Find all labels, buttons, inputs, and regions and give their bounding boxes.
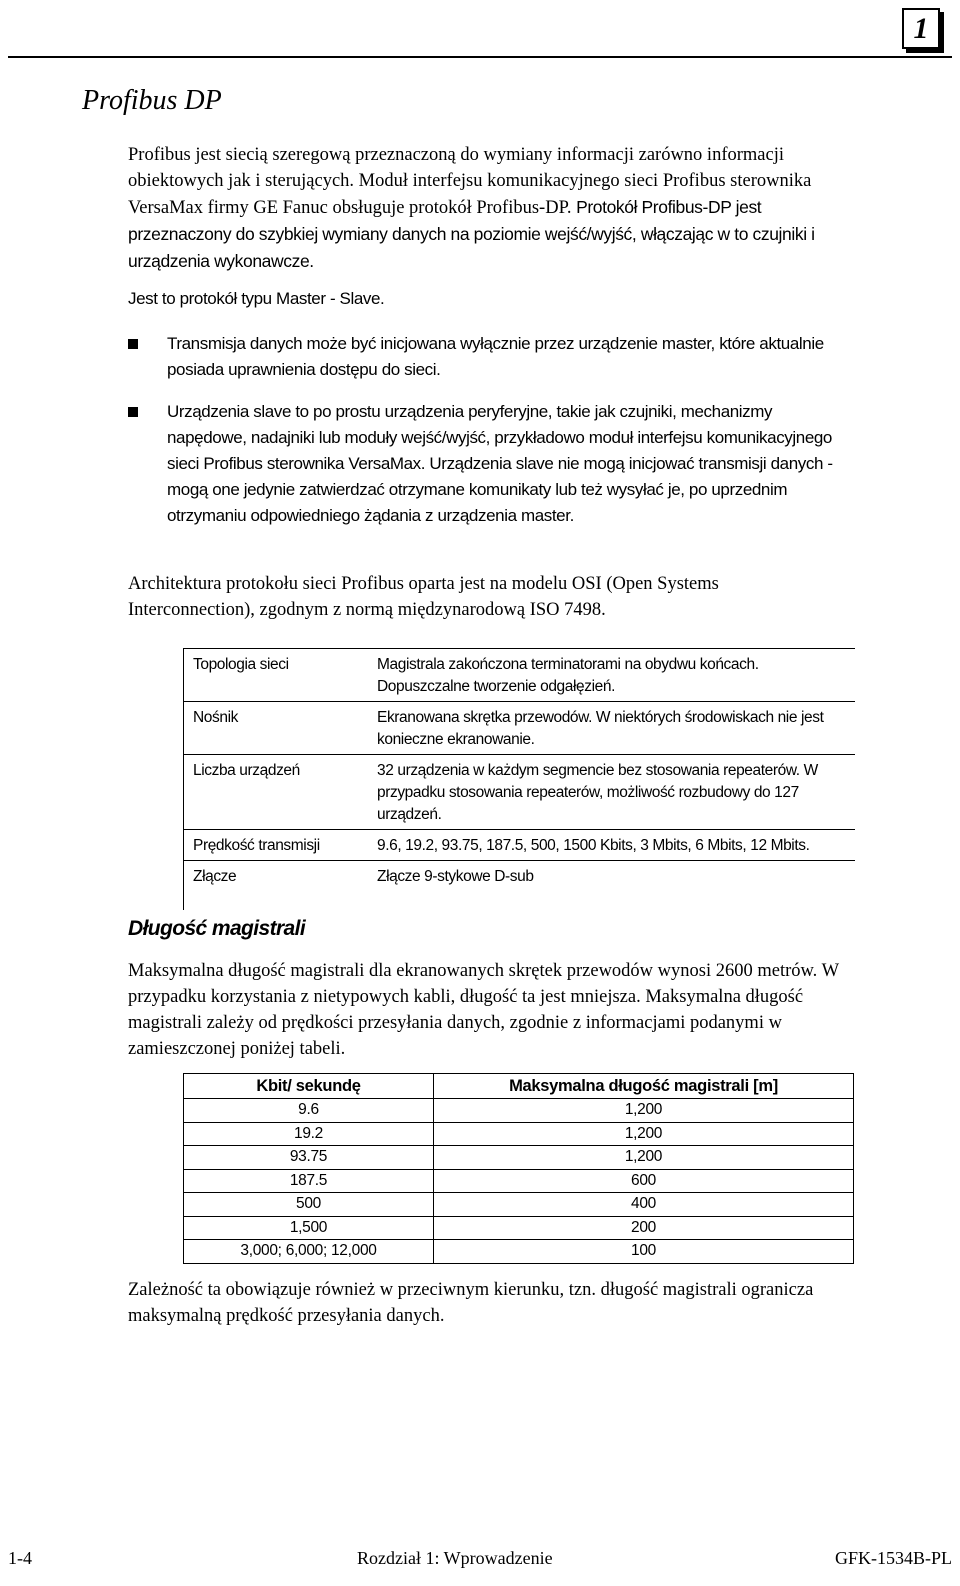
bullet-text: Transmisja danych może być inicjowana wyłącznie przez urządzenie master, które aktualnie posiada uprawnienia dostępu do sieci. [167,334,824,379]
closing-paragraph: Zależność ta obowiązuje również w przeciwnym kierunku, tzn. długość magistrali ogranicza maksymalną prędkość przesyłania danych. [128,1280,814,1326]
spec-row [183,649,855,702]
header-rule [8,56,952,58]
bullet-item [128,331,848,383]
table-row [184,1169,854,1193]
bullet-square-icon [128,407,138,417]
speed-cell: 3,000; 6,000; 12,000 [184,1240,434,1264]
footer-page-number: 1-4 [8,1548,32,1568]
spec-key: Topologia sieci [193,656,289,673]
spec-key: Nośnik [193,709,238,726]
chapter-number-box [902,8,940,49]
table-row [184,1122,854,1146]
intro-text-narrow: Protokół Profibus-DP jest przeznaczony do szybkiej wymiany danych na poziomie wejść/wyjść, włączając w to czujniki i urządzenia wykonawcze. [128,197,815,271]
speed-cell: 1,500 [184,1216,434,1240]
architecture-paragraph: Architektura protokołu sieci Profibus oparta jest na modelu OSI (Open Systems Interconnection), zgodnym z normą międzynarodową ISO 7498. [128,574,719,620]
spec-key: Złącze [193,868,237,885]
speed-cell: 9.6 [184,1099,434,1123]
section-title: Profibus DP [82,85,222,116]
length-cell: 600 [434,1169,854,1193]
column-header-speed: Kbit/ sekundę [184,1074,434,1099]
bus-length-heading: Długość magistrali [128,917,306,940]
spec-value: Ekranowana skrętka przewodów. W niektórych środowiskach nie jest konieczne ekranowanie. [377,709,824,748]
speed-cell: 500 [184,1193,434,1217]
length-cell: 200 [434,1216,854,1240]
bullet-square-icon [128,339,138,349]
spec-row [183,861,855,891]
speed-cell: 93.75 [184,1146,434,1170]
spec-row [183,830,855,861]
table-row [184,1193,854,1217]
table-row [184,1099,854,1123]
spec-table [183,648,855,891]
bullet-item [128,399,848,529]
spec-row [183,755,855,830]
intro-paragraph [128,142,848,275]
table-header-row [184,1074,854,1099]
spec-row [183,702,855,755]
footer-chapter: Rozdział 1: Wprowadzenie [357,1548,553,1568]
column-header-length: Maksymalna długość magistrali [m] [434,1074,854,1099]
intro-text-serif: Profibus jest siecią szeregową przeznaczoną do wymiany informacji zarówno informacji obiektowych jak i sterujących. Moduł interfejsu komunikacyjnego sieci Profibus sterownika VersaMax firmy GE Fanuc obsługuje protokół Profibus-DP. [128,145,812,218]
spec-value: 32 urządzenia w każdym segmencie bez stosowania repeaterów. W przypadku stosowania repeaterów, możliwość rozbudowy do 127 urządzeń. [377,762,818,823]
bus-length-paragraph: Maksymalna długość magistrali dla ekranowanych skrętek przewodów wynosi 2600 metrów. W przypadku korzystania z nietypowych kabli, długość ta jest mniejsza. Maksymalna długość magistrali zależy od prędkości przesyłania danych, zgodnie z informacjami podanymi w zamieszczonej poniżej tabeli. [128,961,839,1059]
footer-doc-id: GFK-1534B-PL [834,1548,952,1568]
speed-cell: 19.2 [184,1122,434,1146]
chapter-number: 1 [913,12,929,45]
spec-value: Złącze 9-stykowe D-sub [377,868,534,885]
length-cell: 1,200 [434,1099,854,1123]
length-cell: 400 [434,1193,854,1217]
table-row [184,1240,854,1264]
length-cell: 1,200 [434,1146,854,1170]
spec-key: Prędkość transmisji [193,837,320,854]
speed-cell: 187.5 [184,1169,434,1193]
spec-key: Liczba urządzeń [193,762,300,779]
master-slave-paragraph: Jest to protokół typu Master - Slave. [128,289,385,308]
bullet-text: Urządzenia slave to po prostu urządzenia peryferyjne, takie jak czujniki, mechanizmy napędowe, nadajniki lub moduły wejść/wyjść, przykładowo moduł interfejsu komunikacyjnego sieci Profibus sterownika VersaMax. Urządzenia slave nie mogą inicjować transmisji danych - mogą one jedynie zatwierdzać otrzymane komunikaty lub też wysyłać je, po uprzednim otrzymaniu odpowiedniego żądania z urządzenia master. [167,402,833,525]
table-row [184,1146,854,1170]
spec-value: Magistrala zakończona terminatorami na obydwu końcach. Dopuszczalne tworzenie odgałęzień. [377,656,759,695]
length-cell: 1,200 [434,1122,854,1146]
table-row [184,1216,854,1240]
length-cell: 100 [434,1240,854,1264]
speed-length-table [183,1073,854,1264]
spec-value: 9.6, 19.2, 93.75, 187.5, 500, 1500 Kbits, 3 Mbits, 6 Mbits, 12 Mbits. [377,837,810,854]
